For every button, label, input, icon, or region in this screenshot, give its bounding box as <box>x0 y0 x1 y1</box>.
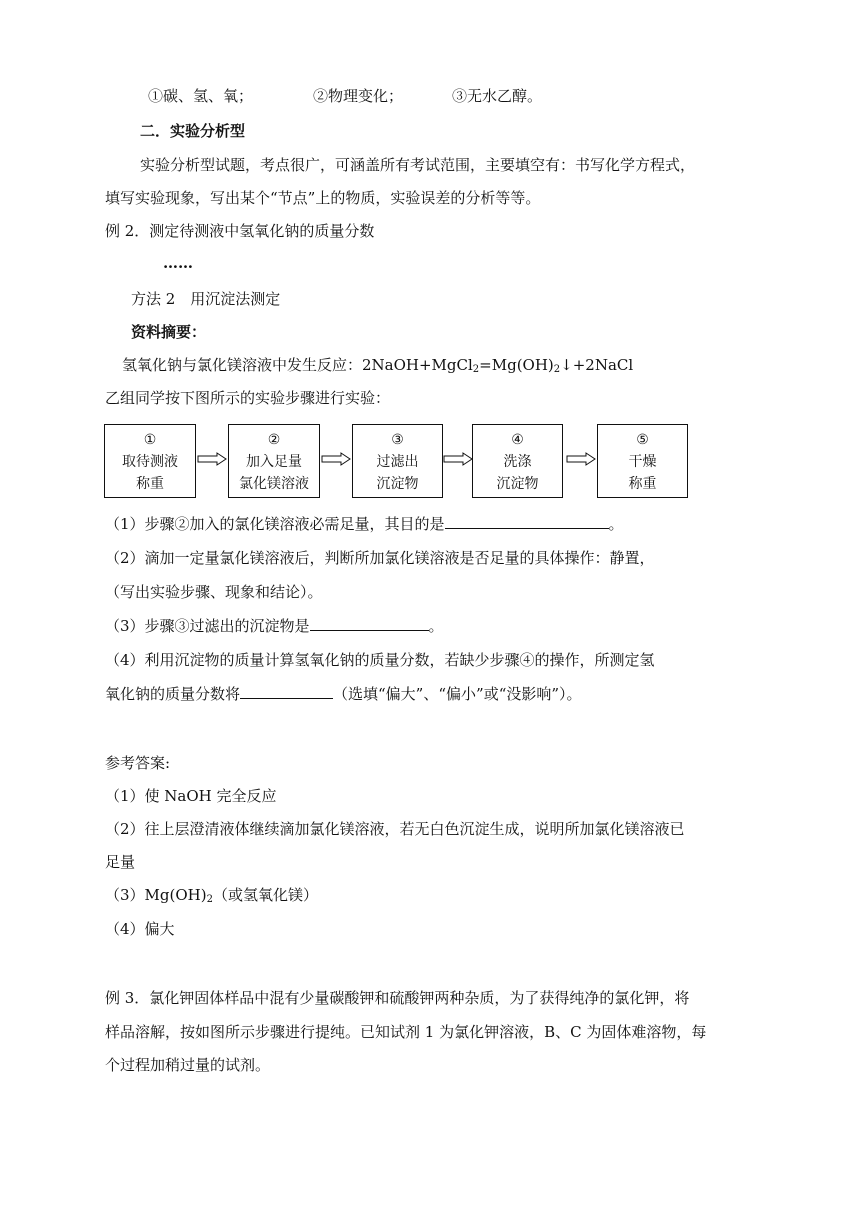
section-heading: 二．实验分析型 <box>140 122 246 140</box>
flow-step-text: 干燥 <box>628 454 657 470</box>
flow-step-5 <box>597 424 688 498</box>
flow-step-text: 沉淀物 <box>376 476 419 492</box>
ellipsis: …… <box>163 254 193 272</box>
question-1: （1）步骤②加入的氯化镁溶液必需足量，其目的是 。 <box>105 515 624 533</box>
question-2-line-2: （写出实验步骤、现象和结论）。 <box>105 583 323 601</box>
prev-answer-2: ②物理变化； <box>313 87 404 105</box>
question-4-line-2: 氧化钠的质量分数将 （选填“偏大”、“偏小”或“没影响”）。 <box>105 685 582 703</box>
answer-3: $(3)Mg(OH)_2$（或氢氧化镁） <box>105 886 318 905</box>
answer-blank[interactable] <box>310 616 429 631</box>
answer-1: （1）使 NaOH 完全反应 <box>105 787 277 805</box>
answer-2-line-1: （2）往上层澄清液体继续滴加氯化镁溶液，若无白色沉淀生成，说明所加氯化镁溶液已 <box>105 820 685 838</box>
answer-blank[interactable] <box>240 684 333 699</box>
example2-title: 例 2．测定待测液中氢氧化钠的质量分数 <box>105 222 375 240</box>
method-label: 方法 2 用沉淀法测定 <box>131 290 281 308</box>
info-heading: 资料摘要： <box>131 323 207 341</box>
flow-step-text: 过滤出 <box>376 454 419 470</box>
flow-step-text: 洗涤 <box>503 454 532 470</box>
answer-blank[interactable] <box>445 514 609 529</box>
intro-line-2: 填写实验现象，写出某个“节点”上的物质，实验误差的分析等等。 <box>105 189 541 207</box>
example3-line-3: 个过程加稍过量的试剂。 <box>105 1056 271 1074</box>
prev-answer-1: ①碳、氢、氧； <box>148 87 254 105</box>
flow-arrow-icon <box>566 452 596 466</box>
flow-step-text: 加入足量 <box>246 454 302 470</box>
flow-step-number: ③ <box>391 432 404 448</box>
example3-line-2: 样品溶解，按如图所示步骤进行提纯。已知试剂 1 为氯化钾溶液，B、C 为固体难溶物，每 <box>105 1023 707 1041</box>
flow-step-text: 沉淀物 <box>496 476 539 492</box>
flow-step-number: ② <box>267 432 281 448</box>
flow-arrow-icon <box>197 452 227 466</box>
steps-intro: 乙组同学按下图所示的实验步骤进行实验： <box>105 389 391 407</box>
flow-step-1 <box>104 424 196 498</box>
flow-step-number: ⑤ <box>636 432 649 448</box>
flow-arrow-icon <box>321 452 351 466</box>
flow-step-number: ④ <box>511 432 524 448</box>
answers-heading: 参考答案: <box>105 754 171 772</box>
flow-step-text: 称重 <box>628 476 657 492</box>
flow-step-2 <box>228 424 320 498</box>
question-4-line-1: （4）利用沉淀物的质量计算氢氧化钠的质量分数，若缺少步骤④的操作，所测定氢 <box>105 651 655 669</box>
reaction-equation: 氢氧化钠与氯化镁溶液中发生反应：$2NaOH+MgCl_2=Mg(OH)_2↓+2NaCl$ <box>122 356 634 375</box>
flow-step-text: 氯化镁溶液 <box>239 476 309 492</box>
flow-step-text: 称重 <box>136 476 164 492</box>
flow-step-3 <box>352 424 443 498</box>
flow-step-4 <box>472 424 563 498</box>
question-2-line-1: （2）滴加一定量氯化镁溶液后，判断所加氯化镁溶液是否足量的具体操作：静置， <box>105 549 655 567</box>
answer-2-line-2: 足量 <box>105 853 136 871</box>
prev-answer-3: ③无水乙醇。 <box>452 87 543 105</box>
question-3: （3）步骤③过滤出的沉淀物是 。 <box>105 617 444 635</box>
answer-4: （4）偏大 <box>105 920 175 938</box>
example3-line-1: 例 3．氯化钾固体样品中混有少量碳酸钾和硫酸钾两种杂质，为了获得纯净的氯化钾，将 <box>105 989 690 1007</box>
flow-step-number: ① <box>143 432 157 448</box>
flow-arrow-icon <box>443 452 473 466</box>
flow-step-text: 取待测液 <box>122 454 178 470</box>
intro-line-1: 实验分析型试题，考点很广，可涵盖所有考试范围，主要填空有：书写化学方程式， <box>140 156 696 174</box>
